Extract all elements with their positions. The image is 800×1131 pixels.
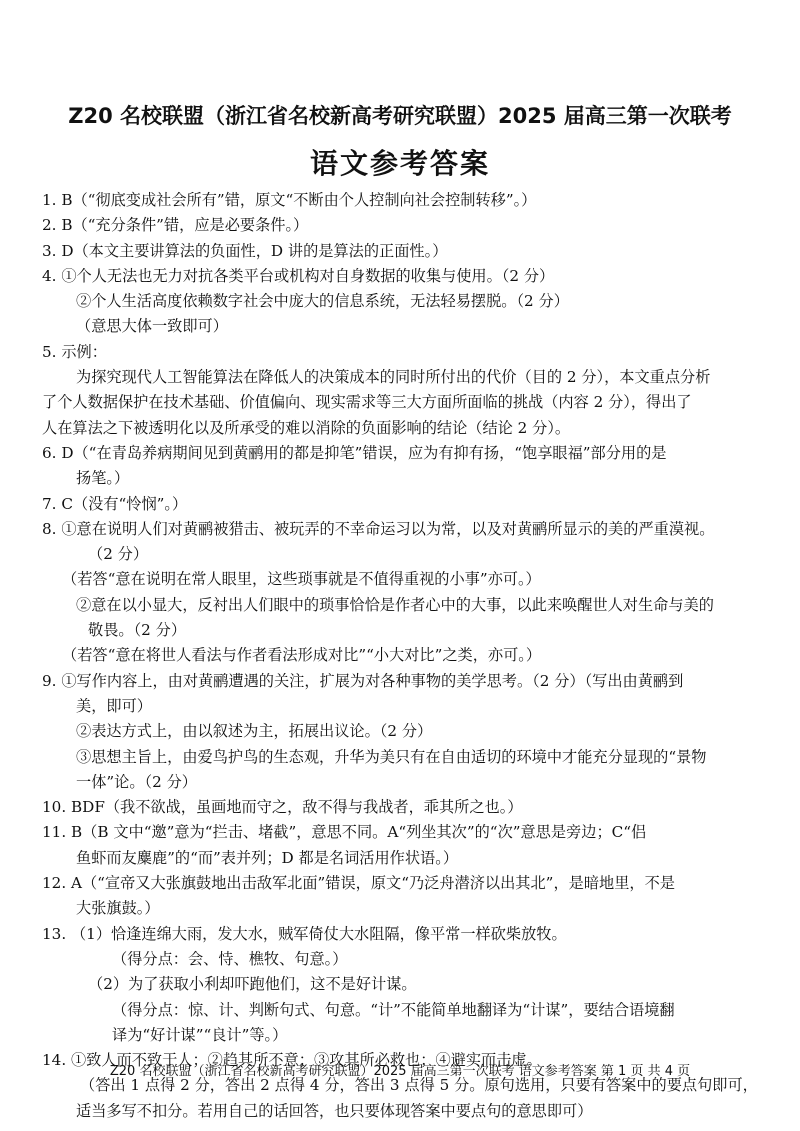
- answer-8-point-1-score: （2 分）: [88, 545, 149, 564]
- answer-13-part-2-points-continued: 译为“好计谋”“良计”等。）: [112, 1025, 288, 1044]
- answer-12: 12. A（“宣帝又大张旗鼓地出击敌军北面”错误，原文“乃泛舟潜济以出其北”，是暗地里，不是: [42, 874, 675, 893]
- answer-8-point-2: ②意在以小显大，反衬出人们眼中的琐事恰恰是作者心中的大事，以此来唤醒世人对生命与美的: [76, 595, 714, 614]
- answer-13-part-1: 13. （1）恰逢连绵大雨，发大水，贼军倚仗大水阻隔，像平常一样砍柴放牧。: [42, 924, 567, 943]
- answer-13-part-1-points: （得分点：会、恃、樵牧、句意。）: [112, 949, 348, 968]
- answer-4-point-2: ②个人生活高度依赖数字社会中庞大的信息系统，无法轻易摆脱。（2 分）: [76, 292, 569, 311]
- answer-6-continued: 扬笔。）: [76, 469, 130, 488]
- answer-5-text-line: 人在算法之下被透明化以及所承受的难以消除的负面影响的结论（结论 2 分）。: [42, 418, 571, 437]
- answer-9-point-3-continued: 一体”论。（2 分）: [76, 772, 197, 791]
- answer-13-part-2-points: （得分点：惊、计、判断句式、句意。“计”不能简单地翻译为“计谋”，要结合语境翻: [112, 1000, 675, 1019]
- answer-10: 10. BDF（我不欲战，虽画地而守之，敌不得与我战者，乖其所之也。）: [42, 798, 523, 817]
- answer-2: 2. B（“充分条件”错，应是必要条件。）: [42, 216, 309, 235]
- answer-11: 11. B（B 文中“邀”意为“拦击、堵截”，意思不同。A“列坐其次”的“次”意思是旁边；C“侣: [42, 823, 647, 842]
- answer-6: 6. D（“在青岛养病期间见到黄鹂用的都是抑笔”错误，应为有抑有扬，“饱享眼福”部分用的是: [42, 443, 667, 462]
- answer-8-point-2-continued: 敬畏。（2 分）: [88, 621, 187, 640]
- answer-5-label: 5. 示例：: [42, 342, 107, 361]
- answer-5-text-line: 了个人数据保护在技术基础、价值偏向、现实需求等三大方面所面临的挑战（内容 2 分），得出了: [42, 393, 692, 412]
- exam-title: Z20 名校联盟（浙江省名校新高考研究联盟）2025 届高三第一次联考: [68, 104, 732, 128]
- answer-8-alt-1: （若答“意在说明在常人眼里，这些琐事就是不值得重视的小事”亦可。）: [62, 570, 541, 589]
- answer-9-point-2: ②表达方式上，由以叙述为主，拓展出议论。（2 分）: [76, 722, 433, 741]
- answer-12-continued: 大张旗鼓。）: [76, 899, 160, 918]
- answer-9-point-3: ③思想主旨上，由爱鸟护鸟的生态观，升华为美只有在自由适切的环境中才能充分显现的“景物: [76, 747, 707, 766]
- answer-9-point-1: 9. ①写作内容上，由对黄鹂遭遇的关注，扩展为对各种事物的美学思考。（2 分）（写出由黄鹂到: [42, 671, 684, 690]
- answer-3: 3. D（本文主要讲算法的负面性，D 讲的是算法的正面性。）: [42, 241, 448, 260]
- document-subtitle: 语文参考答案: [309, 147, 490, 180]
- answer-7: 7. C（没有“怜悯”。）: [42, 494, 188, 513]
- answer-14: 14. ①致人而不致于人；②趋其所不意；③攻其所必救也；④避实而击虚。: [42, 1051, 542, 1070]
- answer-11-continued: 鱼虾而友麋鹿”的“而”表并列；D 都是名词活用作状语。）: [76, 848, 459, 867]
- answer-8-point-1: 8. ①意在说明人们对黄鹂被猎击、被玩弄的不幸命运习以为常，以及对黄鹂所显示的美的严重漠视。: [42, 519, 715, 538]
- answer-14-scoring: （答出 1 点得 2 分，答出 2 点得 4 分，答出 3 点得 5 分。原句选用，只要有答案中的要点句即可，: [80, 1076, 758, 1095]
- page-footer: Z20 名校联盟（浙江省名校新高考研究联盟）2025 届高三第一次联考 语文参考答案 第 1 页 共 4 页: [109, 1064, 691, 1079]
- answer-1: 1. B（“彻底变成社会所有”错，原文“不断由个人控制向社会控制转移”。）: [42, 191, 537, 209]
- answer-4-point-1: 4. ①个人无法也无力对抗各类平台或机构对自身数据的收集与使用。（2 分）: [42, 266, 555, 285]
- answer-14-scoring-continued: 适当多写不扣分。若用自己的话回答，也只要体现答案中要点句的意思即可）: [76, 1101, 593, 1120]
- answer-5-text-line: 为探究现代人工智能算法在降低人的决策成本的同时所付出的代价（目的 2 分），本文重点分析: [76, 368, 711, 387]
- answer-4-note: （意思大体一致即可）: [76, 317, 228, 336]
- answer-9-point-1-continued: 美，即可）: [76, 696, 152, 715]
- answer-13-part-2: （2）为了获取小利却吓跑他们，这不是好计谋。: [88, 975, 417, 994]
- answer-list: [42, 188, 762, 1124]
- answer-8-alt-2: （若答“意在将世人看法与作者看法形成对比”“小大对比”之类，亦可。）: [62, 646, 542, 665]
